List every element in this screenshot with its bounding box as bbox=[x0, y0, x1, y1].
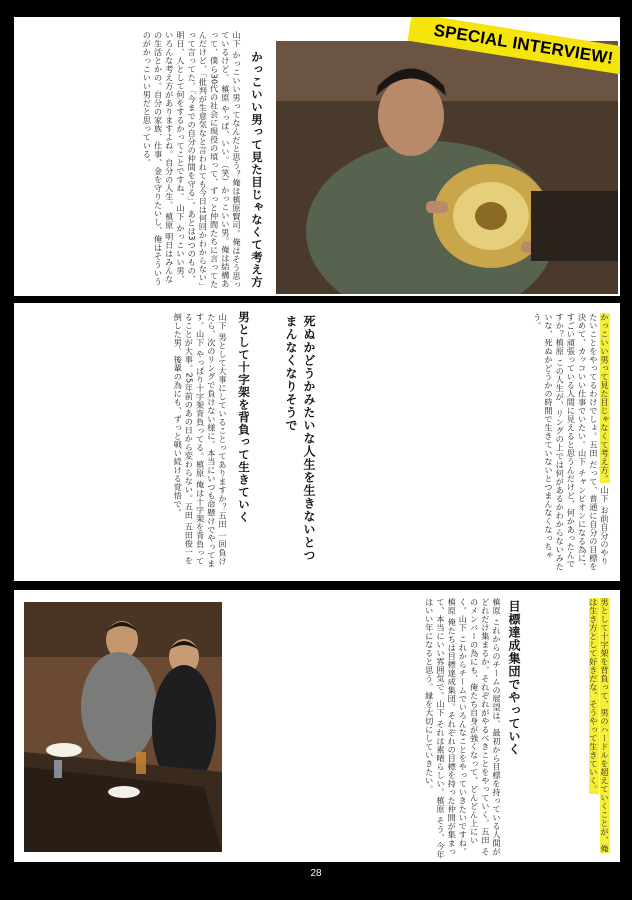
section-3-highlight-block bbox=[534, 598, 610, 858]
section-2-body-left: 山下 男として大事にしていることってありますか？五田 一回負けたら、次のリングで負けない様に。本当にいつも命懸けでやってます。山下 やっぱり十字架背負ってる。槙原 俺は十字架を背負ってることが大事。25年前のあの日から変わらない。五田 五田俊一を倒した男。後輩の為にも、ずっと戦い続ける覚悟で。 bbox=[173, 313, 228, 568]
interview-panel-2 bbox=[14, 303, 620, 581]
page-number: 28 bbox=[310, 868, 322, 879]
section-2-highlight: かっこいい男って見た目じゃなくて考え方。 bbox=[600, 313, 610, 483]
photo-two-men-at-table bbox=[24, 602, 222, 852]
interview-panel-3 bbox=[14, 590, 620, 862]
section-2-heading-a: 死ぬかどうかみたいな人生を生きないとつまんなくなりそうで bbox=[284, 315, 316, 562]
section-3-body: 槙原 これからのチームの展望は、最初から目標を持っている人間がどれだけ集まるか。それぞれがやるべきことをやっていく。五田 そのメンバーの為にも、俺たち自身が強くなって、どんどん上にいく。山下 これからチームでいろんなことをやっていきたいですね。槙原 俺たちは目標達成集団。それぞれの目標を持った仲間が集まって、本当にいい雰囲気で。山下 それは素晴らしい。槙原 そう、今年はいい年になると思う。縁を大切にしていきたい。 bbox=[424, 598, 502, 859]
section-2-body-right bbox=[322, 313, 610, 573]
section-3-heading: 目標達成集団でやっていく bbox=[507, 600, 521, 756]
section-1-heading: かっこいい男って見た目じゃなくて考え方 bbox=[250, 51, 264, 289]
photo-man-with-championship-belt bbox=[276, 41, 618, 294]
section-3-highlight: 男として十字架を背負って、男のハードルを超えていくことが、俺は生き方として好きだな、そうやって生きていく。 bbox=[588, 598, 610, 853]
special-interview-banner: SPECIAL INTERVIEW! bbox=[408, 17, 620, 77]
section-2-body-right-text: 山下 お前自分のやりたいことをやってるわけでしょ。五田 だって、普通に自分の目標を決めて、カッコいい仕事でいたい。山下 チャンピオンになる為に、すごい頑張っている人間に見えると思うんだけど、何かあったんですか？槙原 この人生が、リングの上では何があるかわからないみたいな、死ぬかどうかの時間で生きていないとつまんなくなっちゃう。 bbox=[532, 313, 610, 571]
section-1-body: 山下 かっこいい男ってなんだと思う？俺は槙原賢司。俺はそう思っているけど。 槙原 やっぱ、いい。（笑）かっこいい男。俺は結構あって、僕ら30代の社会に現役の頃って、ずっと仲間たちに言ってたんだけど、「批判が生意気なと言われても今日は何回かわからない」って言ってた。「今までの自分の仲間を守る」。あとは3つのもの、明日、人として何をするかってことですね。 山下 かっこいい男、いろんな考え方がありますよね。自分の人生。 槙原 明日はみんなの生活とかの。自分の家族、仕事、金を守りたいし、俺はそういうのがかっこいい男だと思っている。 bbox=[142, 31, 242, 289]
interview-panel-1 bbox=[14, 17, 620, 296]
section-2-heading-b: 男として十字架を背負って生きていく bbox=[237, 311, 251, 524]
